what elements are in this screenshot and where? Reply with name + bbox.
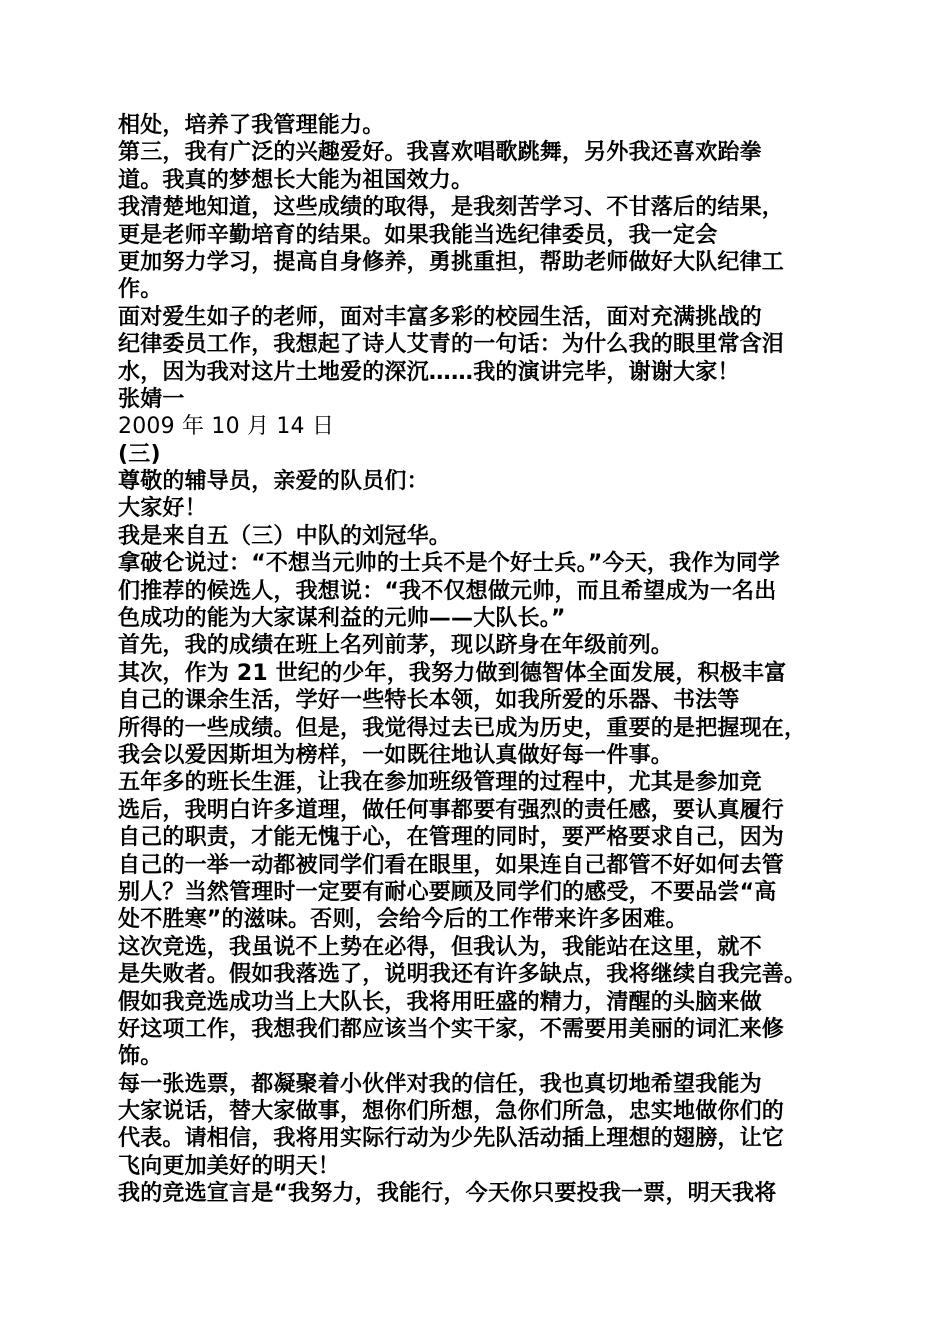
text-line: 我的竞选宣言是“我努力，我能行，今天你只要投我一票，明天我将 bbox=[118, 1181, 777, 1207]
text-line: 所得的一些成绩。但是，我觉得过去已成为历史，重要的是把握现在， bbox=[118, 715, 807, 741]
text-line: 我会以爱因斯坦为榜样，一如既往地认真做好每一件事。 bbox=[118, 742, 674, 768]
text-line: 水，因为我对这片土地爱的深沉……我的演讲完毕，谢谢大家！ bbox=[118, 359, 740, 385]
text-line: 第三，我有广泛的兴趣爱好。我喜欢唱歌跳舞，另外我还喜欢跆拳 bbox=[118, 140, 762, 166]
text-line: 作。 bbox=[118, 277, 163, 303]
text-line: 处不胜寒”的滋味。否则，会给今后的工作带来许多困难。 bbox=[118, 907, 688, 933]
text-line: 自己的职责，才能无愧于心，在管理的同时，要严格要求自己，因为 bbox=[118, 825, 785, 851]
text-line: 更加努力学习，提高自身修养，勇挑重担，帮助老师做好大队纪律工 bbox=[118, 249, 785, 275]
text-line: 纪律委员工作，我想起了诗人艾青的一句话：为什么我的眼里常含泪 bbox=[118, 332, 785, 358]
text-line: 色成功的能为大家谋利益的元帅——大队长。” bbox=[118, 606, 566, 632]
text-line: 每一张选票，都凝聚着小伙伴对我的信任，我也真切地希望我能为 bbox=[118, 1071, 762, 1097]
text-line: 好这项工作，我想我们都应该当个实干家，不需要用美丽的词汇来修 bbox=[118, 1016, 785, 1042]
text-line: 我是来自五（三）中队的刘冠华。 bbox=[118, 523, 452, 549]
text-line: 自己的课余生活，学好一些特长本领，如我所爱的乐器、书法等 bbox=[118, 688, 740, 714]
text-line: 自己的一举一动都被同学们看在眼里，如果连自己都管不好如何去管 bbox=[118, 852, 785, 878]
text-line: 尊敬的辅导员，亲爱的队员们： bbox=[118, 469, 429, 495]
text-line: 拿破仑说过：“不想当元帅的士兵不是个好士兵。”今天，我作为同学 bbox=[118, 551, 781, 577]
text-line: 道。我真的梦想长大能为祖国效力。 bbox=[118, 167, 474, 193]
text-line: 代表。请相信，我将用实际行动为少先队活动插上理想的翅膀，让它 bbox=[118, 1126, 785, 1152]
text-line: 更是老师辛勤培育的结果。如果我能当选纪律委员，我一定会 bbox=[118, 222, 718, 248]
text-line: 我清楚地知道，这些成绩的取得，是我刻苦学习、不甘落后的结果， bbox=[118, 195, 785, 221]
text-line: 相处，培养了我管理能力。 bbox=[118, 113, 385, 138]
text-line: 五年多的班长生涯，让我在参加班级管理的过程中，尤其是参加竞 bbox=[118, 770, 762, 796]
text-line: 这次竞选，我虽说不上势在必得，但我认为，我能站在这里，就不 bbox=[118, 934, 762, 960]
text-line: 别人？当然管理时一定要有耐心要顾及同学们的感受，不要品尝“高 bbox=[118, 879, 777, 905]
section-heading: (三) bbox=[118, 441, 161, 467]
text-line: 大家好！ bbox=[118, 496, 207, 522]
document-body bbox=[118, 112, 848, 1208]
text-line: 面对爱生如子的老师，面对丰富多彩的校园生活，面对充满挑战的 bbox=[118, 304, 762, 330]
text-line: 飞向更加美好的明天！ bbox=[118, 1153, 341, 1179]
text-line: 们推荐的候选人，我想说：“我不仅想做元帅，而且希望成为一名出 bbox=[118, 578, 777, 604]
text-line: 其次，作为 21 世纪的少年，我努力做到德智体全面发展，积极丰富 bbox=[118, 660, 787, 686]
text-line: 选后，我明白许多道理，做任何事都要有强烈的责任感，要认真履行 bbox=[118, 797, 785, 823]
signature-name: 张婧一 bbox=[118, 386, 185, 412]
text-line: 大家说话，替大家做事，想你们所想，急你们所急，忠实地做你们的 bbox=[118, 1099, 785, 1125]
signature-date: 2009 年 10 月 14 日 bbox=[118, 414, 335, 440]
text-line: 饰。 bbox=[118, 1044, 163, 1070]
text-line: 首先，我的成绩在班上名列前茅，现以跻身在年级前列。 bbox=[118, 633, 674, 659]
text-line: 假如我竞选成功当上大队长，我将用旺盛的精力，清醒的头脑来做 bbox=[118, 989, 762, 1015]
text-line: 是失败者。假如我落选了，说明我还有许多缺点，我将继续自我完善。 bbox=[118, 962, 807, 988]
